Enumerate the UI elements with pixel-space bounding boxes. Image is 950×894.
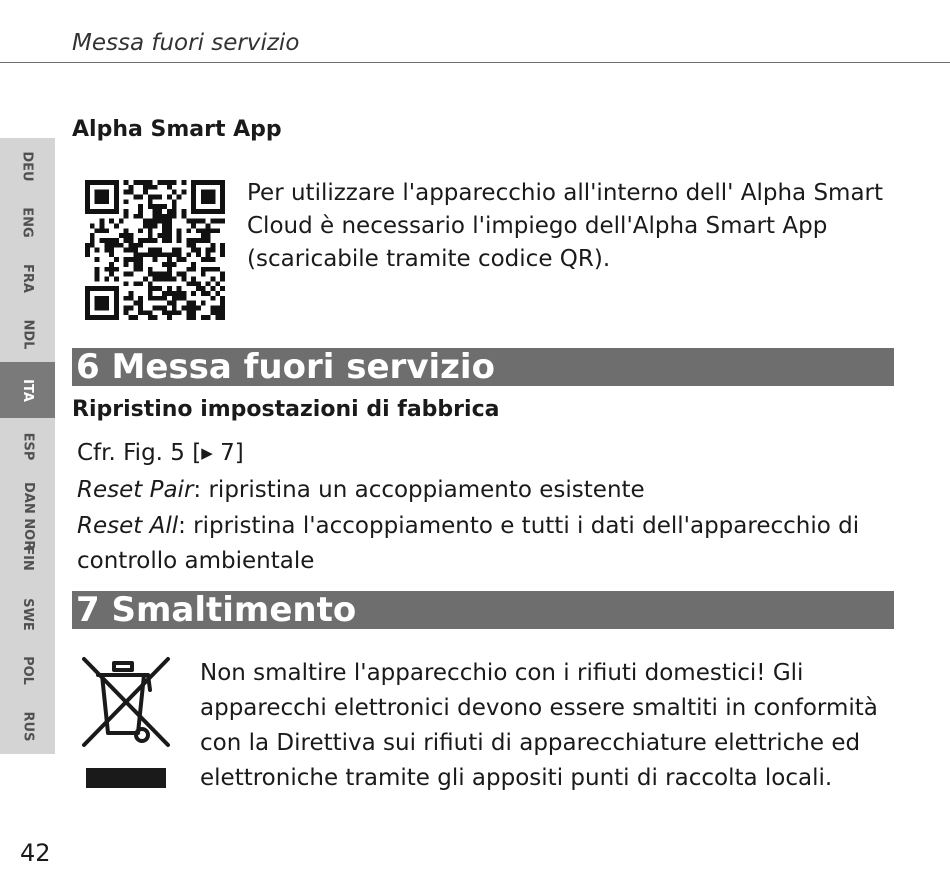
disposal-text: Non smaltire l'apparecchio con i rifiuti domestici! Gli apparecchi elettronici devono essere smaltiti in conformità con la Direttiva sui rifiuti di apparecchiature elettriche ed elettroniche tramite gli appositi punti di raccolta locali.	[200, 660, 878, 791]
language-tab-label: NDL	[20, 319, 35, 349]
play-arrow-icon: ▶	[201, 444, 213, 462]
language-tab-swe[interactable]	[0, 586, 55, 642]
language-tab-label: DAN NOR	[20, 482, 36, 551]
language-tab-deu[interactable]	[0, 138, 55, 194]
language-tab-label: FIN	[19, 545, 35, 571]
section-6-heading: 6 Messa fuori servizio	[72, 348, 894, 386]
language-tab-esp[interactable]	[0, 418, 55, 474]
language-tab-pol[interactable]	[0, 642, 55, 698]
language-tab-label: POL	[20, 655, 35, 685]
language-tab-fin[interactable]	[0, 530, 55, 586]
language-tab-dan-nor[interactable]	[0, 474, 55, 551]
app-section-text: Per utilizzare l'apparecchio all'interno dell' Alpha Smart Cloud è necessario l'impiego dell'Alpha Smart App (scaricabile tramite codice QR).	[247, 180, 884, 272]
crossed-out-wheelie-bin-icon	[80, 655, 172, 790]
language-tab-ita[interactable]	[0, 362, 55, 418]
language-tab-strip	[0, 138, 55, 754]
running-header: Messa fuori servizio	[72, 30, 300, 56]
reset-pair-term: Reset Pair	[77, 477, 194, 503]
reset-all-line-2: controllo ambientale	[77, 548, 315, 574]
language-tab-label: ENG	[20, 206, 35, 238]
figure-reference-suffix: 7]	[212, 440, 244, 466]
reset-pair-line	[77, 477, 645, 503]
language-tab-label: RUS	[20, 711, 35, 741]
figure-reference	[77, 440, 244, 466]
page-number: 42	[20, 839, 51, 867]
language-tab-ndl[interactable]	[0, 306, 55, 362]
language-tab-label: ESP	[20, 432, 35, 460]
app-section-title: Alpha Smart App	[72, 117, 282, 142]
section-7-heading: 7 Smaltimento	[72, 591, 894, 629]
qr-code-icon	[85, 180, 225, 320]
language-tab-fra[interactable]	[0, 250, 55, 306]
factory-reset-subheading: Ripristino impostazioni di fabbrica	[72, 397, 500, 422]
figure-reference-prefix: Cfr. Fig. 5 [	[77, 440, 202, 466]
language-tab-label: SWE	[20, 597, 35, 631]
language-tab-label: DEU	[19, 150, 35, 182]
language-tab-eng[interactable]	[0, 194, 55, 250]
reset-all-line	[77, 513, 859, 539]
language-tab-label: ITA	[19, 378, 35, 402]
language-tab-label: FRA	[19, 263, 35, 293]
reset-all-term: Reset All	[77, 513, 179, 539]
reset-pair-description: : ripristina un accoppiamento esistente	[193, 477, 645, 503]
header-rule	[0, 62, 950, 63]
reset-all-description: : ripristina l'accoppiamento e tutti i dati dell'apparecchio di	[178, 513, 860, 539]
language-tab-rus[interactable]	[0, 698, 55, 754]
